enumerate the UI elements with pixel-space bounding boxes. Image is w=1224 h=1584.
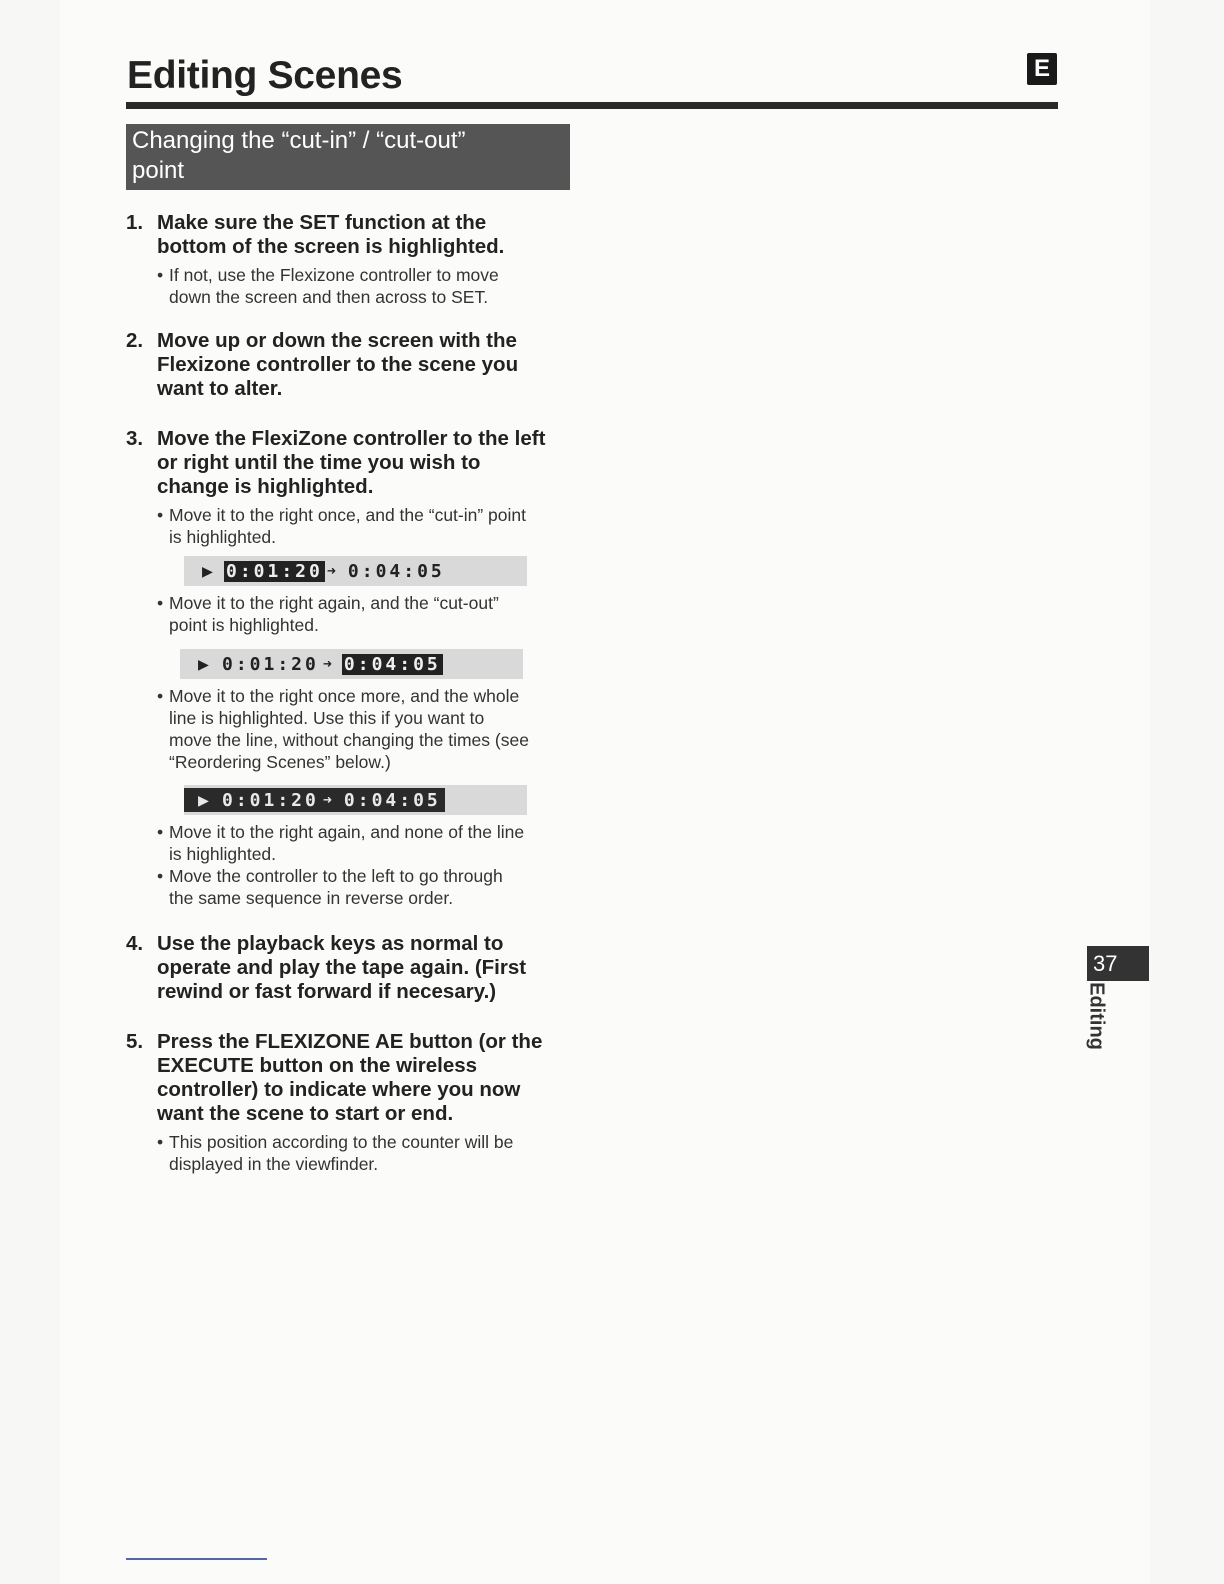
step-heading-line: change is highlighted. xyxy=(157,475,374,498)
cut-in-time: 0:01:20 xyxy=(222,653,319,675)
step-heading-line: EXECUTE button on the wireless xyxy=(157,1054,478,1077)
bullet-line: move the line, without changing the times (see xyxy=(169,730,529,750)
cut-out-time: 0:04:05 xyxy=(343,789,441,811)
step-heading-line: or right until the time you wish to xyxy=(157,451,481,474)
bullet-line: • Move the controller to the left to go through xyxy=(169,866,503,886)
bullet-line: “Reordering Scenes” below.) xyxy=(169,752,391,772)
step-heading-line: controller) to indicate where you now xyxy=(157,1078,521,1101)
step-number: 3. xyxy=(126,427,144,450)
step-5 xyxy=(126,1030,586,1175)
bullet-line: • Move it to the right once, and the “cut-in” point xyxy=(169,505,526,525)
bullet-item xyxy=(157,504,586,548)
step-number: 4. xyxy=(126,932,144,955)
bullet-item xyxy=(157,865,586,909)
bullet-line: • If not, use the Flexizone controller to move xyxy=(169,265,499,285)
step-3 xyxy=(126,427,586,548)
bullet-line: • Move it to the right once more, and the whole xyxy=(169,686,520,706)
step-3-bullet-3 xyxy=(126,685,586,773)
bullet-item xyxy=(157,264,586,308)
whole-line-highlight xyxy=(184,788,445,812)
bullet-line: point is highlighted. xyxy=(169,615,319,635)
timecode-display-cut-in xyxy=(184,556,527,586)
step-heading-line: operate and play the tape again. (First xyxy=(157,956,527,979)
bullet-line: • This position according to the counter will be xyxy=(169,1132,514,1152)
bullet-line: • Move it to the right again, and none of the line xyxy=(169,822,525,842)
play-icon: ▶ xyxy=(202,560,213,582)
step-heading-line: Press the FLEXIZONE AE button (or the xyxy=(157,1030,543,1053)
section-heading-line2: point xyxy=(132,157,185,184)
play-icon: ▶ xyxy=(198,789,209,811)
cut-out-time: 0:04:05 xyxy=(347,560,445,582)
arrow-icon: ➜ xyxy=(322,791,332,809)
step-1 xyxy=(126,211,586,308)
step-heading-line: Move the FlexiZone controller to the left xyxy=(157,427,546,450)
cut-in-time: 0:01:20 xyxy=(222,789,319,811)
step-heading-line: Use the playback keys as normal to xyxy=(157,932,504,955)
step-3-bullet-2 xyxy=(126,592,586,636)
language-badge: E xyxy=(1027,53,1057,85)
step-heading-line: want to alter. xyxy=(157,377,283,400)
play-icon: ▶ xyxy=(198,653,209,675)
bullet-line: is highlighted. xyxy=(169,844,277,864)
step-heading-line: bottom of the screen is highlighted. xyxy=(157,235,505,258)
bullet-line: is highlighted. xyxy=(169,527,277,547)
bullet-item xyxy=(157,821,586,865)
step-2 xyxy=(126,329,586,401)
step-3-bullets-4-5 xyxy=(126,821,586,909)
bullet-line: down the screen and then across to SET. xyxy=(169,287,489,307)
step-heading-line: Flexizone controller to the scene you xyxy=(157,353,519,376)
timecode-display-cut-out xyxy=(180,649,523,679)
footer-line xyxy=(126,1558,267,1560)
bullet-line: displayed in the viewfinder. xyxy=(169,1154,379,1174)
arrow-icon: ➜ xyxy=(322,655,332,673)
cut-in-time: 0:01:20 xyxy=(226,560,323,582)
step-number: 1. xyxy=(126,211,144,234)
arrow-icon: ➜ xyxy=(326,562,336,580)
step-heading-line: want the scene to start or end. xyxy=(157,1102,454,1125)
bullet-item xyxy=(157,592,586,636)
step-heading-line: Make sure the SET function at the xyxy=(157,211,487,234)
bullet-item xyxy=(157,685,586,773)
page-title: Editing Scenes xyxy=(127,54,403,97)
bullet-item xyxy=(157,1131,586,1175)
step-number: 2. xyxy=(126,329,144,352)
title-rule xyxy=(126,102,1058,109)
chapter-tab-label: Editing xyxy=(1085,982,1108,1050)
bullet-line: the same sequence in reverse order. xyxy=(169,888,454,908)
cut-out-time: 0:04:05 xyxy=(343,653,441,675)
step-heading-line: Move up or down the screen with the xyxy=(157,329,517,352)
step-4 xyxy=(126,932,586,1004)
bullet-line: line is highlighted. Use this if you want to xyxy=(169,708,485,728)
timecode-display-whole-line xyxy=(184,785,527,815)
step-number: 5. xyxy=(126,1030,144,1053)
section-heading-line1: Changing the “cut-in” / “cut-out” xyxy=(132,127,466,154)
bullet-line: • Move it to the right again, and the “cut-out” xyxy=(169,593,499,613)
page-number-tab: 37 xyxy=(1087,946,1149,981)
step-heading-line: rewind or fast forward if necesary.) xyxy=(157,980,497,1003)
section-heading xyxy=(126,124,570,190)
